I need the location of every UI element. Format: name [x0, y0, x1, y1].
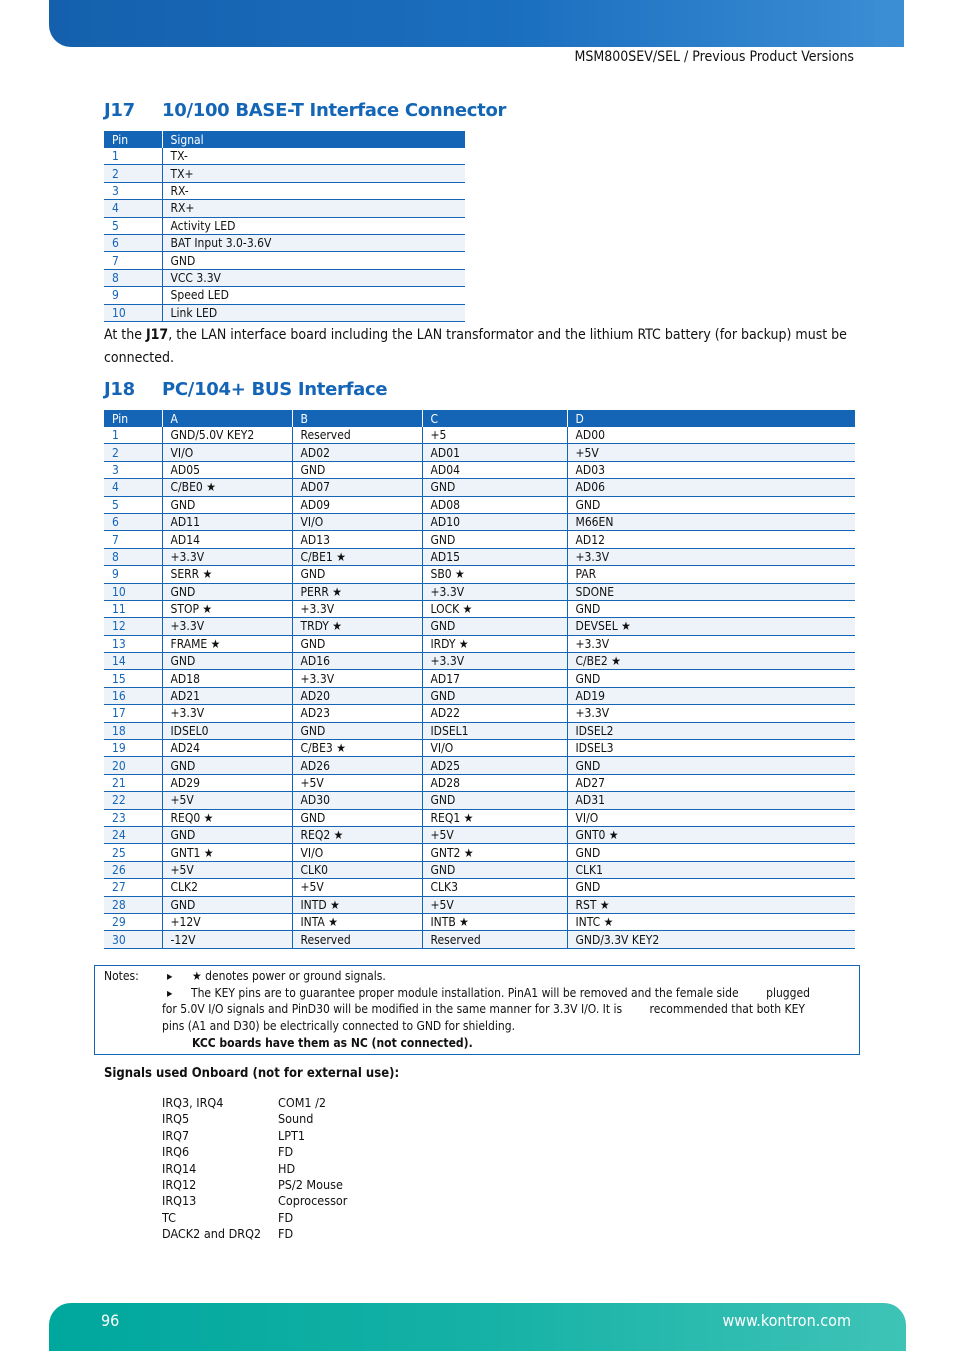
- pin-number-cell: 30: [104, 931, 162, 948]
- signal-name: IRQ13: [162, 1193, 197, 1209]
- table-row: [104, 844, 855, 861]
- signal-cell: AD08: [422, 496, 567, 513]
- signal-cell: GND: [162, 252, 465, 269]
- signal-cell: AD31: [567, 792, 855, 809]
- signal-cell: Reserved: [292, 427, 422, 444]
- pin-number-cell: 8: [104, 548, 162, 565]
- table-row: [104, 687, 855, 704]
- signal-cell: GNT1 ★: [162, 844, 292, 861]
- signal-usage: FD: [278, 1226, 294, 1242]
- signal-cell: SDONE: [567, 583, 855, 600]
- j18-heading-number: J18: [104, 379, 135, 400]
- list-item: [162, 1095, 347, 1111]
- signal-cell: PERR ★: [292, 583, 422, 600]
- table-row: [104, 931, 855, 948]
- table-row: [104, 896, 855, 913]
- signal-cell: CLK3: [422, 879, 567, 896]
- pin-number-cell: 10: [104, 583, 162, 600]
- signal-cell: IDSEL0: [162, 722, 292, 739]
- notes-label: Notes:: [104, 969, 139, 983]
- document-title: MSM800SEV/SEL / Previous Product Versions: [574, 49, 854, 65]
- signal-cell: VI/O: [292, 513, 422, 530]
- pin-number-cell: 10: [104, 304, 162, 321]
- signal-cell: +5: [422, 427, 567, 444]
- signal-cell: GND/3.3V KEY2: [567, 931, 855, 948]
- signal-cell: AD15: [422, 548, 567, 565]
- page-number: 96: [101, 1311, 120, 1330]
- column-header: Pin: [104, 410, 162, 427]
- table-row: [104, 496, 855, 513]
- pin-number-cell: 21: [104, 774, 162, 791]
- signal-cell: +3.3V: [567, 705, 855, 722]
- pin-number-cell: 23: [104, 809, 162, 826]
- signal-usage: LPT1: [278, 1127, 306, 1143]
- signal-cell: C/BE3 ★: [292, 740, 422, 757]
- table-row: [104, 461, 855, 478]
- signal-cell: GND: [422, 531, 567, 548]
- j17-description-suffix: , the LAN interface board including the LAN transformator and the lithium RTC battery (for backup) must be connected.: [104, 327, 847, 366]
- signal-cell: AD25: [422, 757, 567, 774]
- signal-cell: CLK2: [162, 879, 292, 896]
- column-header: Pin: [104, 131, 162, 148]
- table-row: [104, 861, 855, 878]
- signal-cell: AD13: [292, 531, 422, 548]
- onboard-signals-title: Signals used Onboard (not for external use):: [104, 1066, 400, 1081]
- signal-usage: PS/2 Mouse: [278, 1176, 343, 1192]
- j18-heading-title: PC/104+ BUS Interface: [162, 379, 388, 400]
- table-row: [104, 148, 465, 165]
- j17-heading-title: 10/100 BASE-T Interface Connector: [162, 100, 507, 121]
- list-item: [162, 1193, 347, 1209]
- notes-bullet-1: ★ denotes power or ground signals.: [192, 969, 386, 983]
- signal-cell: GND/5.0V KEY2: [162, 427, 292, 444]
- signal-cell: TX-: [162, 148, 465, 165]
- signal-cell: GND: [422, 618, 567, 635]
- header-bar: [49, 0, 904, 47]
- signal-name: IRQ6: [162, 1144, 190, 1160]
- signal-cell: Activity LED: [162, 217, 465, 234]
- signal-cell: INTC ★: [567, 913, 855, 930]
- signal-cell: CLK0: [292, 861, 422, 878]
- table-row: [104, 444, 855, 461]
- signal-cell: CLK1: [567, 861, 855, 878]
- signal-cell: INTD ★: [292, 896, 422, 913]
- signal-name: DACK2 and DRQ2: [162, 1226, 262, 1242]
- table-row: [104, 809, 855, 826]
- pin-number-cell: 26: [104, 861, 162, 878]
- signal-cell: +5V: [422, 896, 567, 913]
- signal-cell: AD16: [292, 653, 422, 670]
- signal-cell: +3.3V: [292, 670, 422, 687]
- signal-cell: AD18: [162, 670, 292, 687]
- signal-cell: C/BE2 ★: [567, 653, 855, 670]
- signal-cell: +5V: [162, 861, 292, 878]
- list-item: [162, 1226, 347, 1242]
- signal-cell: +5V: [422, 826, 567, 843]
- signal-cell: AD19: [567, 687, 855, 704]
- table-row: [104, 722, 855, 739]
- signal-cell: GND: [292, 809, 422, 826]
- signal-cell: AD02: [292, 444, 422, 461]
- j17-description: [104, 324, 864, 370]
- column-header: B: [292, 410, 422, 427]
- signal-cell: GNT0 ★: [567, 826, 855, 843]
- signal-cell: +5V: [162, 792, 292, 809]
- notes-box: [94, 965, 860, 1055]
- j17-heading: [104, 100, 506, 121]
- table-row: [104, 600, 855, 617]
- notes-bullet-2-line-1: The KEY pins are to guarantee proper module installation. PinA1 will be removed and the female side plugged: [191, 986, 811, 1000]
- signal-usage: Coprocessor: [278, 1193, 348, 1209]
- table-row: [104, 165, 465, 182]
- signal-cell: AD06: [567, 479, 855, 496]
- signal-usage: FD: [278, 1209, 294, 1225]
- list-item: [162, 1144, 347, 1160]
- table-row: [104, 531, 855, 548]
- signal-cell: TRDY ★: [292, 618, 422, 635]
- signal-cell: VI/O: [162, 444, 292, 461]
- table-row: [104, 913, 855, 930]
- pin-number-cell: 5: [104, 217, 162, 234]
- signal-cell: -12V: [162, 931, 292, 948]
- table-row: [104, 479, 855, 496]
- signal-cell: AD22: [422, 705, 567, 722]
- signal-cell: GND: [162, 757, 292, 774]
- signal-cell: GND: [567, 757, 855, 774]
- pin-number-cell: 7: [104, 531, 162, 548]
- pin-number-cell: 29: [104, 913, 162, 930]
- signal-cell: +3.3V: [422, 583, 567, 600]
- signal-cell: AD28: [422, 774, 567, 791]
- table-row: [104, 635, 855, 652]
- signal-name: IRQ7: [162, 1127, 190, 1143]
- signal-cell: AD26: [292, 757, 422, 774]
- signal-cell: GND: [567, 670, 855, 687]
- signal-cell: Speed LED: [162, 287, 465, 304]
- signal-cell: AD04: [422, 461, 567, 478]
- table-row: [104, 304, 465, 321]
- column-header: D: [567, 410, 855, 427]
- signal-name: IRQ3, IRQ4: [162, 1095, 224, 1110]
- notes-bullet-2-line-3: pins (A1 and D30) be electrically connected to GND for shielding.: [162, 1019, 516, 1033]
- signal-cell: GND: [422, 479, 567, 496]
- signal-cell: INTA ★: [292, 913, 422, 930]
- bullet-arrow-icon: ▸: [167, 986, 173, 1000]
- signal-cell: Reserved: [292, 931, 422, 948]
- signal-cell: C/BE1 ★: [292, 548, 422, 565]
- signal-cell: AD10: [422, 513, 567, 530]
- signal-cell: GND: [162, 496, 292, 513]
- table-row: [104, 269, 465, 286]
- pin-number-cell: 3: [104, 461, 162, 478]
- signal-cell: AD11: [162, 513, 292, 530]
- table-row: [104, 653, 855, 670]
- signal-cell: GND: [162, 826, 292, 843]
- signal-cell: IRDY ★: [422, 635, 567, 652]
- signal-cell: LOCK ★: [422, 600, 567, 617]
- signal-cell: +3.3V: [567, 635, 855, 652]
- signal-cell: AD01: [422, 444, 567, 461]
- signal-cell: BAT Input 3.0-3.6V: [162, 234, 465, 251]
- pin-number-cell: 14: [104, 653, 162, 670]
- j17-pin-table: [104, 131, 465, 322]
- notes-bold-line: KCC boards have them as NC (not connected).: [192, 1036, 473, 1050]
- signal-cell: GND: [162, 653, 292, 670]
- table-row: [104, 757, 855, 774]
- signal-cell: +5V: [567, 444, 855, 461]
- table-row: [104, 740, 855, 757]
- signal-cell: AD07: [292, 479, 422, 496]
- list-item: [162, 1128, 347, 1144]
- signal-cell: AD00: [567, 427, 855, 444]
- table-row: [104, 200, 465, 217]
- signal-cell: AD23: [292, 705, 422, 722]
- notes-bullet-2-line-2: for 5.0V I/O signals and PinD30 will be modified in the same manner for 3.3V I/O. It is recommended that both KEY: [162, 1002, 806, 1016]
- signal-cell: DEVSEL ★: [567, 618, 855, 635]
- signal-cell: STOP ★: [162, 600, 292, 617]
- pin-number-cell: 1: [104, 148, 162, 165]
- column-header: Signal: [162, 131, 465, 148]
- signal-cell: +3.3V: [162, 618, 292, 635]
- signal-cell: GND: [162, 896, 292, 913]
- pin-number-cell: 16: [104, 687, 162, 704]
- signal-name: TC: [162, 1209, 176, 1225]
- table-row: [104, 427, 855, 444]
- signal-cell: GND: [567, 600, 855, 617]
- signal-cell: IDSEL1: [422, 722, 567, 739]
- signal-cell: AD24: [162, 740, 292, 757]
- table-row: [104, 670, 855, 687]
- pin-number-cell: 9: [104, 566, 162, 583]
- column-header: A: [162, 410, 292, 427]
- signal-cell: RST ★: [567, 896, 855, 913]
- signal-cell: REQ1 ★: [422, 809, 567, 826]
- pin-number-cell: 4: [104, 479, 162, 496]
- j17-heading-number: J17: [104, 100, 135, 121]
- signal-cell: AD12: [567, 531, 855, 548]
- pin-number-cell: 19: [104, 740, 162, 757]
- signal-cell: RX-: [162, 182, 465, 199]
- pin-number-cell: 20: [104, 757, 162, 774]
- signal-cell: +5V: [292, 879, 422, 896]
- j18-heading: [104, 379, 387, 400]
- signal-cell: GND: [567, 844, 855, 861]
- pin-number-cell: 13: [104, 635, 162, 652]
- signal-usage: FD: [278, 1144, 294, 1160]
- signal-cell: +3.3V: [162, 705, 292, 722]
- signal-cell: AD03: [567, 461, 855, 478]
- signal-cell: GND: [422, 861, 567, 878]
- signal-cell: VCC 3.3V: [162, 269, 465, 286]
- signal-cell: GND: [162, 583, 292, 600]
- column-header: C: [422, 410, 567, 427]
- table-row: [104, 879, 855, 896]
- pin-number-cell: 4: [104, 200, 162, 217]
- signal-usage: Sound: [278, 1111, 314, 1127]
- table-row: [104, 583, 855, 600]
- signal-cell: GNT2 ★: [422, 844, 567, 861]
- signal-cell: REQ2 ★: [292, 826, 422, 843]
- bullet-arrow-icon: ▸: [167, 969, 173, 983]
- list-item: [162, 1161, 347, 1177]
- table-row: [104, 705, 855, 722]
- pin-number-cell: 9: [104, 287, 162, 304]
- table-row: [104, 774, 855, 791]
- signal-cell: +3.3V: [422, 653, 567, 670]
- list-item: [162, 1111, 347, 1127]
- pin-number-cell: 6: [104, 513, 162, 530]
- pin-number-cell: 2: [104, 444, 162, 461]
- table-row: [104, 217, 465, 234]
- j18-pin-table: [104, 410, 855, 949]
- signal-cell: AD30: [292, 792, 422, 809]
- signal-cell: +3.3V: [567, 548, 855, 565]
- pin-number-cell: 27: [104, 879, 162, 896]
- signal-cell: INTB ★: [422, 913, 567, 930]
- table-row: [104, 182, 465, 199]
- signal-cell: C/BE0 ★: [162, 479, 292, 496]
- list-item: [162, 1210, 347, 1226]
- signal-cell: AD29: [162, 774, 292, 791]
- signal-cell: +3.3V: [292, 600, 422, 617]
- signal-cell: AD14: [162, 531, 292, 548]
- signal-cell: REQ0 ★: [162, 809, 292, 826]
- signal-cell: TX+: [162, 165, 465, 182]
- table-row: [104, 513, 855, 530]
- pin-number-cell: 25: [104, 844, 162, 861]
- signal-cell: GND: [422, 687, 567, 704]
- signal-usage: HD: [278, 1160, 296, 1176]
- signal-cell: +3.3V: [162, 548, 292, 565]
- signal-cell: GND: [292, 722, 422, 739]
- pin-number-cell: 5: [104, 496, 162, 513]
- signal-cell: AD20: [292, 687, 422, 704]
- footer-bar: [49, 1303, 906, 1351]
- signal-cell: Link LED: [162, 304, 465, 321]
- table-row: [104, 566, 855, 583]
- pin-number-cell: 11: [104, 600, 162, 617]
- signal-cell: AD09: [292, 496, 422, 513]
- pin-number-cell: 6: [104, 234, 162, 251]
- signal-cell: AD05: [162, 461, 292, 478]
- signal-cell: AD17: [422, 670, 567, 687]
- table-row: [104, 548, 855, 565]
- signal-name: IRQ5: [162, 1111, 190, 1127]
- list-item: [162, 1177, 347, 1193]
- signal-cell: RX+: [162, 200, 465, 217]
- signal-cell: +5V: [292, 774, 422, 791]
- pin-number-cell: 24: [104, 826, 162, 843]
- signal-cell: GND: [292, 461, 422, 478]
- signal-name: IRQ12: [162, 1176, 197, 1192]
- signal-cell: GND: [567, 496, 855, 513]
- signal-name: IRQ14: [162, 1160, 197, 1176]
- signal-cell: GND: [422, 792, 567, 809]
- table-row: [104, 234, 465, 251]
- pin-number-cell: 17: [104, 705, 162, 722]
- signal-cell: Reserved: [422, 931, 567, 948]
- signal-cell: SERR ★: [162, 566, 292, 583]
- pin-number-cell: 3: [104, 182, 162, 199]
- signal-cell: M66EN: [567, 513, 855, 530]
- pin-number-cell: 22: [104, 792, 162, 809]
- pin-number-cell: 15: [104, 670, 162, 687]
- signal-cell: AD27: [567, 774, 855, 791]
- j17-description-prefix: At the: [104, 327, 146, 343]
- signal-cell: VI/O: [567, 809, 855, 826]
- table-row: [104, 252, 465, 269]
- signal-cell: PAR: [567, 566, 855, 583]
- pin-number-cell: 2: [104, 165, 162, 182]
- signal-cell: SB0 ★: [422, 566, 567, 583]
- signal-cell: IDSEL3: [567, 740, 855, 757]
- pin-number-cell: 18: [104, 722, 162, 739]
- signal-cell: IDSEL2: [567, 722, 855, 739]
- onboard-signals-list: [162, 1095, 347, 1243]
- pin-number-cell: 28: [104, 896, 162, 913]
- table-row: [104, 826, 855, 843]
- pin-number-cell: 7: [104, 252, 162, 269]
- pin-number-cell: 1: [104, 427, 162, 444]
- signal-cell: GND: [292, 566, 422, 583]
- signal-usage: COM1 /2: [278, 1095, 327, 1110]
- signal-cell: GND: [567, 879, 855, 896]
- table-row: [104, 287, 465, 304]
- signal-cell: VI/O: [422, 740, 567, 757]
- signal-cell: AD21: [162, 687, 292, 704]
- signal-cell: VI/O: [292, 844, 422, 861]
- signal-cell: +12V: [162, 913, 292, 930]
- footer-url-link[interactable]: www.kontron.com: [722, 1311, 851, 1330]
- signal-cell: GND: [292, 635, 422, 652]
- table-row: [104, 792, 855, 809]
- table-row: [104, 618, 855, 635]
- pin-number-cell: 8: [104, 269, 162, 286]
- pin-number-cell: 12: [104, 618, 162, 635]
- j17-description-bold: J17: [145, 327, 169, 343]
- signal-cell: FRAME ★: [162, 635, 292, 652]
